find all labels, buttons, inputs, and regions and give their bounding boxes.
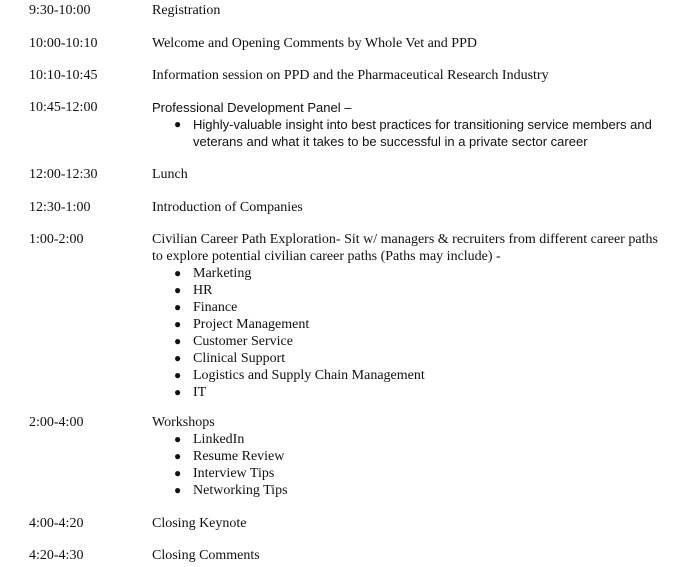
agenda-title-text: Professional Development Panel – (152, 100, 352, 115)
agenda-time: 9:30-10:00 (29, 3, 91, 18)
panel-bullet-list (152, 116, 662, 150)
bullet-icon: ● (174, 483, 182, 497)
list-item (152, 350, 662, 367)
list-item-text: Networking Tips (193, 483, 288, 498)
agenda-time: 4:20-4:30 (29, 548, 84, 563)
list-item-text: Logistics and Supply Chain Management (193, 368, 425, 383)
list-item (152, 482, 662, 499)
agenda-title: Closing Keynote (152, 516, 247, 531)
list-item-text: HR (193, 283, 213, 298)
bullet-icon: ● (174, 283, 182, 297)
list-item (152, 333, 662, 350)
list-item (152, 448, 662, 465)
list-item-text: Clinical Support (193, 351, 286, 366)
agenda-time: 2:00-4:00 (29, 415, 84, 430)
agenda-time: 1:00-2:00 (29, 232, 84, 247)
agenda-title: Information session on PPD and the Pharmaceutical Research Industry (152, 68, 549, 83)
agenda-title (152, 99, 662, 150)
career-path-list (152, 265, 662, 401)
list-item-text: LinkedIn (193, 432, 245, 447)
list-item-text: IT (193, 385, 207, 400)
agenda-time: 10:10-10:45 (29, 68, 98, 83)
list-item (152, 116, 667, 150)
agenda-title: Lunch (152, 167, 188, 182)
agenda-title: Welcome and Opening Comments by Whole Vet and PPD (152, 36, 477, 51)
agenda-title: Registration (152, 3, 221, 18)
bullet-icon: ● (174, 449, 182, 463)
agenda-title-text: Civilian Career Path Exploration- Sit w/ managers & recruiters from different career paths to explore potential civilian career paths (Paths may include) - (152, 232, 658, 264)
list-item (152, 431, 662, 448)
bullet-icon: ● (174, 334, 182, 348)
list-item (152, 316, 662, 333)
bullet-icon: ● (174, 300, 182, 314)
list-item-text: Highly-valuable insight into best practices for transitioning service members and veterans and what it takes to be successful in a private sector career (193, 117, 652, 149)
agenda-title (152, 414, 662, 499)
workshop-list (152, 431, 662, 499)
list-item-text: Resume Review (193, 449, 285, 464)
agenda-time: 4:00-4:20 (29, 516, 84, 531)
bullet-icon: ● (174, 351, 182, 365)
bullet-icon: ● (174, 432, 182, 446)
bullet-icon: ● (174, 385, 182, 399)
agenda-title: Introduction of Companies (152, 200, 303, 215)
list-item-text: Customer Service (193, 334, 293, 349)
agenda-time: 12:00-12:30 (29, 167, 98, 182)
list-item (152, 367, 662, 384)
bullet-icon: ● (174, 317, 182, 331)
list-item (152, 299, 662, 316)
bullet-icon: ● (174, 368, 182, 382)
agenda-time: 10:45-12:00 (29, 100, 98, 115)
list-item (152, 465, 662, 482)
bullet-icon: ● (174, 266, 182, 280)
agenda-title (152, 231, 662, 401)
list-item-text: Project Management (193, 317, 310, 332)
agenda-title: Closing Comments (152, 548, 260, 563)
agenda-title-text: Workshops (152, 415, 215, 430)
bullet-icon: ● (174, 466, 182, 480)
list-item (152, 282, 662, 299)
list-item (152, 265, 662, 282)
list-item-text: Interview Tips (193, 466, 275, 481)
agenda-time: 10:00-10:10 (29, 36, 98, 51)
bullet-icon: ● (174, 117, 182, 131)
list-item-text: Marketing (193, 266, 252, 281)
agenda-time: 12:30-1:00 (29, 200, 91, 215)
list-item (152, 384, 662, 401)
list-item-text: Finance (193, 300, 238, 315)
